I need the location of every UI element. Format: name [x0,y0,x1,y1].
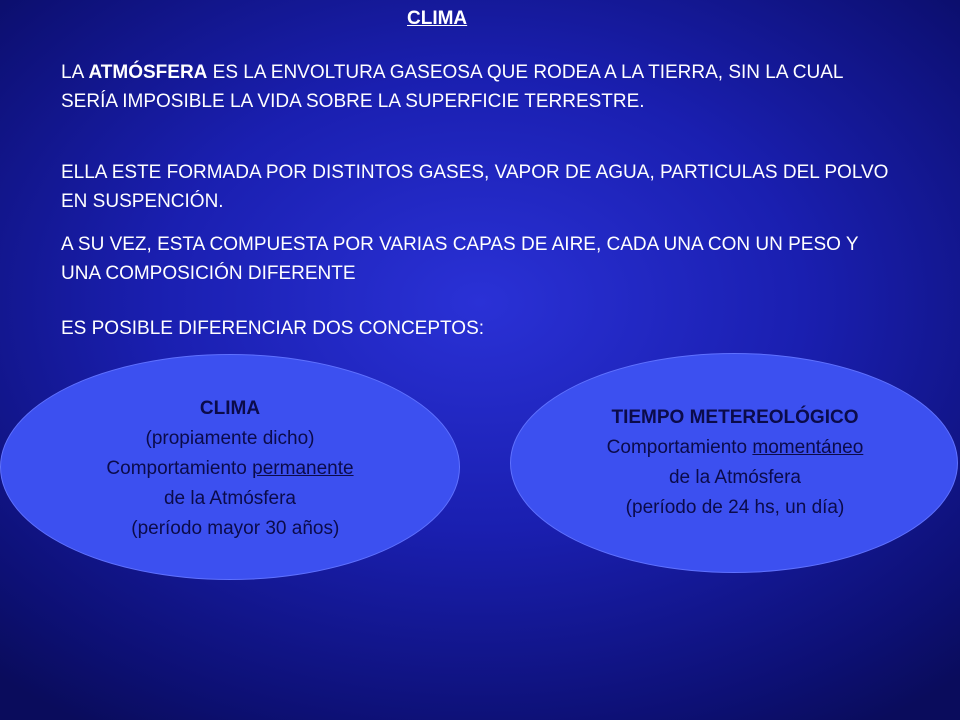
tiempo-desc-prefix: Comportamiento [606,437,753,458]
tiempo-concept [540,403,930,523]
paragraph-atmosfera [61,58,901,116]
paragraph-capas: A SU VEZ, ESTA COMPUESTA POR VARIAS CAPAS DE AIRE, CADA UNA CON UN PESO Y UNA COMPOSICIÓN DIFERENTE [61,234,859,284]
clima-desc-prefix: Comportamiento [106,458,253,479]
tiempo-desc-underlined: momentáneo [752,437,864,458]
paragraph-composicion: ELLA ESTE FORMADA POR DISTINTOS GASES, VAPOR DE AGUA, PARTICULAS DEL POLVO EN SUSPENCIÓN. [61,162,889,212]
clima-heading: CLIMA [199,398,261,419]
clima-concept [40,394,420,544]
slide-title: CLIMA [407,8,468,29]
clima-desc-underlined: permanente [252,458,354,479]
clima-subtitle: (propiamente dicho) [145,428,315,449]
tiempo-heading: TIEMPO METEREOLÓGICO [611,407,859,428]
tiempo-period: (período de 24 hs, un día) [625,497,845,518]
p1-prefix: LA [61,62,89,83]
tiempo-description [540,433,930,463]
p1-rest: ES LA ENVOLTURA GASEOSA QUE RODEA A LA TIERRA, SIN LA CUAL SERÍA IMPOSIBLE LA VIDA SOBRE LA SUPERFICIE TERRESTRE. [61,62,843,112]
clima-description [40,454,420,484]
clima-desc-suffix: de la Atmósfera [163,488,297,509]
tiempo-desc-suffix: de la Atmósfera [668,467,802,488]
p1-bold-term: ATMÓSFERA [88,62,208,83]
paragraph-conceptos: ES POSIBLE DIFERENCIAR DOS CONCEPTOS: [61,318,485,339]
clima-period: (período mayor 30 años) [120,518,340,539]
